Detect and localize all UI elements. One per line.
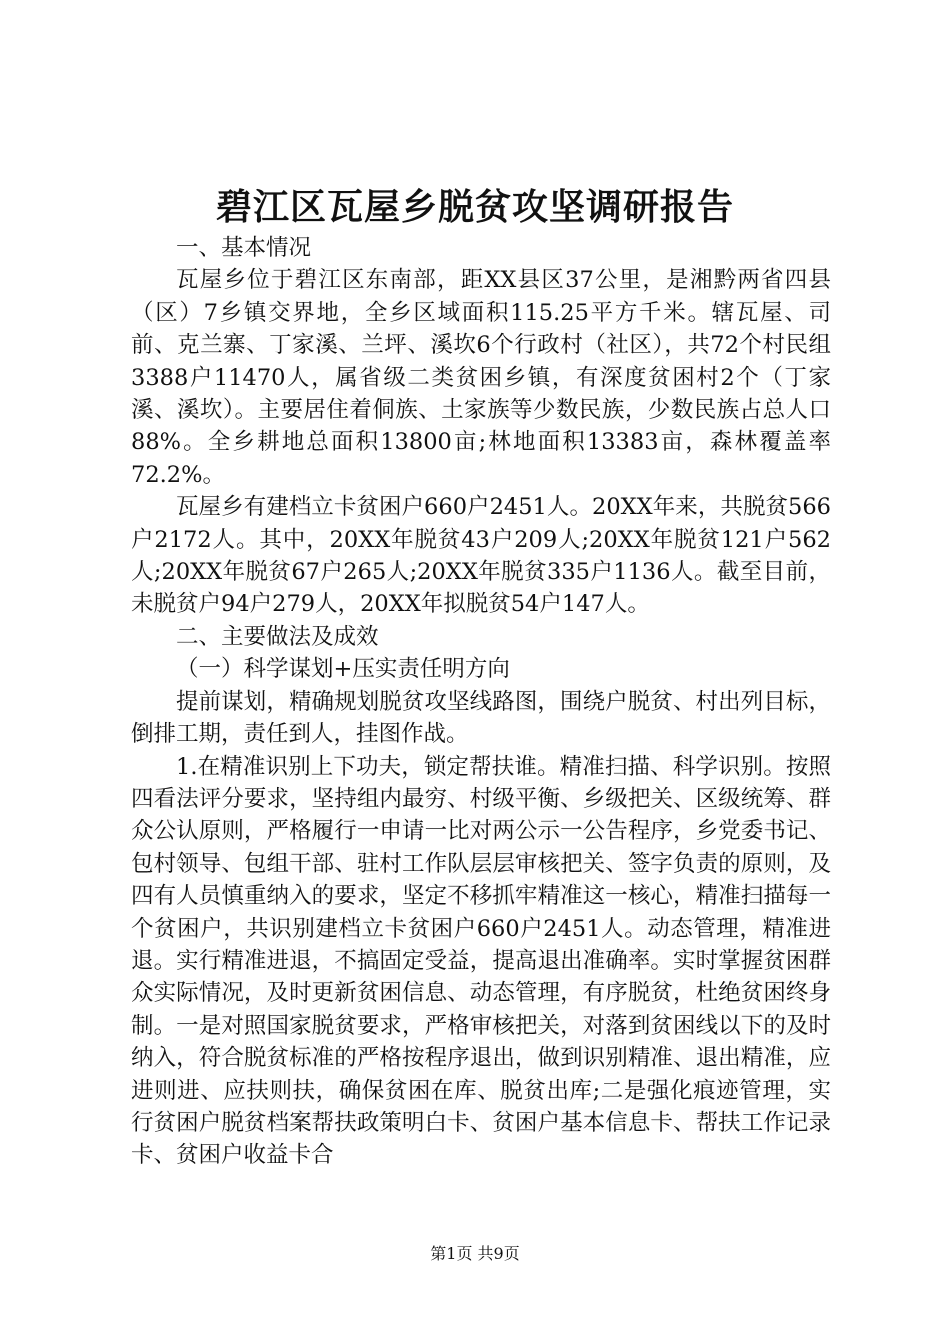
section-heading-basic: 一、基本情况 — [176, 235, 312, 261]
subsection-heading-planning: （一）科学谋划+压实责任明方向 — [176, 656, 510, 683]
document-title: 碧江区瓦屋乡脱贫攻坚调研报告 — [215, 186, 734, 228]
paragraph-planning: 提前谋划，精确规划脱贫攻坚线路图，围绕户脱贫、村出列目标，倒排工期，责任到人，挂图作战。 — [131, 688, 831, 748]
page-number: 第1页 共9页 — [430, 1244, 520, 1263]
section-heading-measures: 二、主要做法及成效 — [176, 623, 379, 650]
paragraph-identification: 1.在精准识别上下功夫，锁定帮扶谁。精准扫描、科学识别。按照四看法评分要求，坚持组内最穷、村级平衡、乡级把关、区级统筹、群众公认原则，严格履行一申请一比对两公示一公告程序，乡党委书记、包村领导、包组干部、驻村工作队层层审核把关、签字负责的原则，及四有人员慎重纳入的要求，坚定不移抓牢精准这一核心，精准扫描每一个贫困户，共识别建档立卡贫困户660户2451人。动态管理，精准进退。实行精准进退，不搞固定受益，提高退出准确率。实时掌握贫困群众实际情况，及时更新贫困信息、动态管理，有序脱贫，杜绝贫困终身制。一是对照国家脱贫要求，严格审核把关，对落到贫困线以下的及时纳入，符合脱贫标准的严格按程序退出，做到识别精准、退出精准，应进则进、应扶则扶，确保贫困在库、脱贫出库;二是强化痕迹管理，实行贫困户脱贫档案帮扶政策明白卡、贫困户基本信息卡、帮扶工作记录卡、贫困户收益卡合 — [131, 753, 831, 1169]
paragraph-overview: 瓦屋乡位于碧江区东南部，距XX县区37公里，是湘黔两省四县（区）7乡镇交界地，全乡区域面积115.25平方千米。辖瓦屋、司前、克兰寨、丁家溪、兰坪、溪坎6个行政村（社区），共72个村民组3388户11470人，属省级二类贫困乡镇，有深度贫困村2个（丁家溪、溪坎）。主要居住着侗族、土家族等少数民族，少数民族占总人口88%。全乡耕地总面积13800亩;林地面积13383亩，森林覆盖率72.2%。 — [131, 267, 831, 488]
paragraph-poverty-stats: 瓦屋乡有建档立卡贫困户660户2451人。20XX年来，共脱贫566户2172人。其中，20XX年脱贫43户209人;20XX年脱贫121户562人;20XX年脱贫67户265人;20XX年脱贫335户1136人。截至目前，未脱贫户94户279人，20XX年拟脱贫54户147人。 — [131, 494, 831, 618]
document-body — [131, 232, 831, 1172]
